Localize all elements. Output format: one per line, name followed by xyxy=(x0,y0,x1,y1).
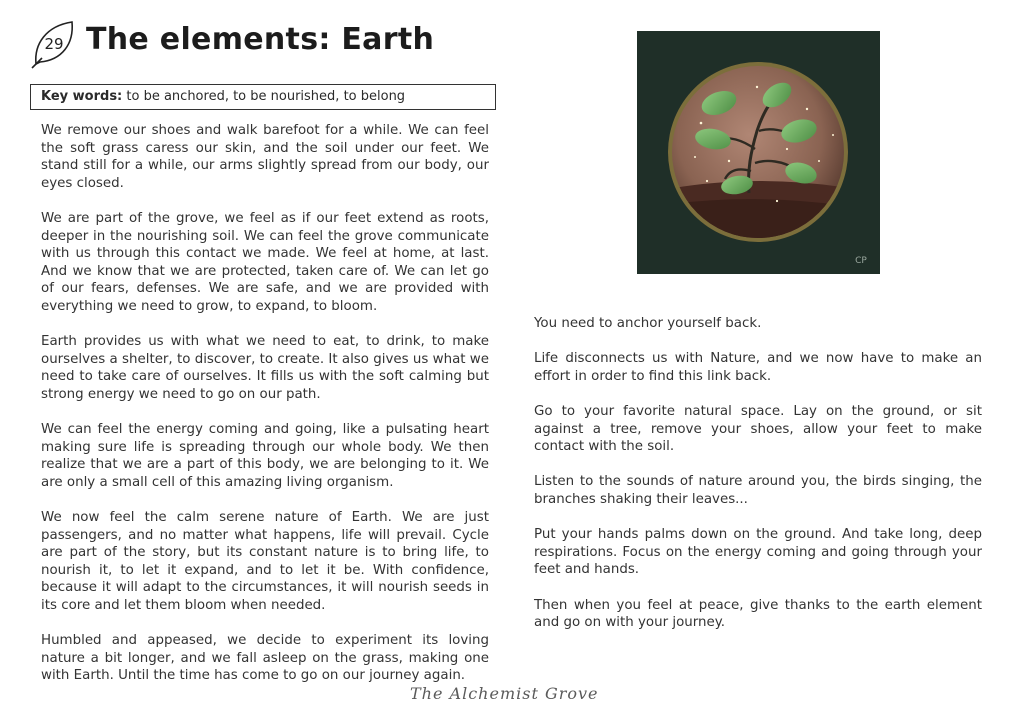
paragraph: Earth provides us with what we need to eat, to drink, to make ourselves a shelter, to discover, to create. It also gives us what we need to take care of ourselves. It fills us with the soft calming but strong energy we need to go on our path. xyxy=(41,334,489,402)
page-title: The elements: Earth xyxy=(86,22,435,57)
paragraph: We remove our shoes and walk barefoot for a while. We can feel the soft grass caress our skin, and the soil under our feet. We stand still for a while, our arms slightly spread from our body, our eyes closed. xyxy=(41,123,489,191)
paragraph: Life disconnects us with Nature, and we now have to make an effort in order to find this link back. xyxy=(534,351,982,384)
paragraph: Go to your favorite natural space. Lay on the ground, or sit against a tree, remove your shoes, allow your feet to make contact with the soil. xyxy=(534,403,982,455)
signature-text: The Alchemist Grove xyxy=(410,684,599,703)
keywords-text: to be anchored, to be nourished, to belong xyxy=(122,89,406,104)
paragraph: We now feel the calm serene nature of Earth. We are just passengers, and no matter what happens, life will prevail. Cycle are part of the story, but its constant nature is to bring life, to nourish it, to let it expand, and to let it be. With confidence, because it will adapt to the circumstances, it will nourish seeds in its core and let them bloom when needed. xyxy=(41,510,489,614)
sprout-illustration xyxy=(637,31,880,274)
left-column-text xyxy=(41,122,489,703)
artist-initials: CP xyxy=(855,256,867,266)
paragraph: Listen to the sounds of nature around you, the birds singing, the branches shaking their leaves... xyxy=(534,474,982,507)
paragraph: We can feel the energy coming and going, like a pulsating heart making sure life is spreading through our whole body. We then realize that we are a part of this body, we are belonging to it. We are only a small cell of this amazing living organism. xyxy=(41,422,489,490)
brand-signature xyxy=(410,676,599,716)
paragraph: We are part of the grove, we feel as if our feet extend as roots, deeper in the nourishing soil. We can feel the grove communicate with us through this contact we made. We feel at home, at last. And we know that we are protected, taken care of. We can let go of our fears, defenses. We are safe, and we are provided with everything we need to grow, to expand, to bloom. xyxy=(41,210,489,314)
paragraph: You need to anchor yourself back. xyxy=(534,316,762,331)
keywords-label: Key words: xyxy=(41,89,123,104)
paragraph: Humbled and appeased, we decide to experiment its loving nature a bit longer, and we fall asleep on the grass, making one with Earth. Until the time has come to go on our journey again. xyxy=(41,633,489,684)
keywords-box xyxy=(30,84,496,110)
leaf-icon xyxy=(28,18,80,70)
right-column-text xyxy=(534,315,982,649)
page-number: 29 xyxy=(44,35,64,53)
paragraph: Then when you feel at peace, give thanks to the earth element and go on with your journey. xyxy=(534,597,982,631)
paragraph: Put your hands palms down on the ground. And take long, deep respirations. Focus on the energy coming and going through your feet and hands. xyxy=(534,527,982,578)
